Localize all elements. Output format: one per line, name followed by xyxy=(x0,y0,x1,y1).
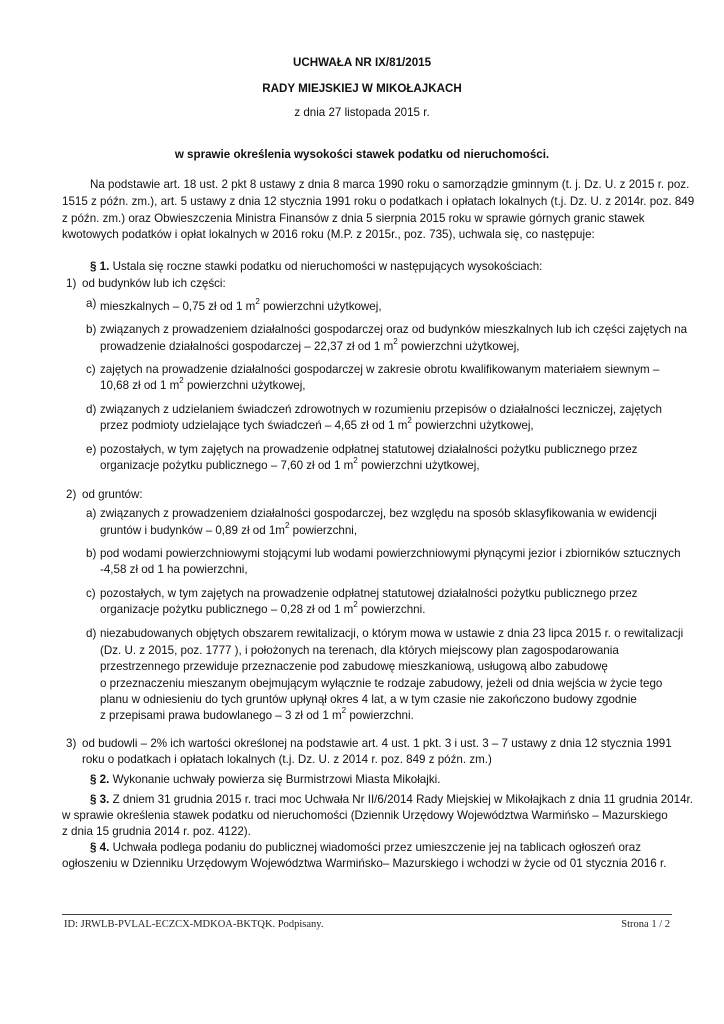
section-2 xyxy=(90,772,440,788)
p2-d-line-3: przestrzennego przewiduje przeznaczenie pod zabudowę mieszkaniową, usługową albo zabudowę xyxy=(100,660,608,673)
point-2-text: od gruntów: xyxy=(82,488,143,501)
p2-b-line-1: pod wodami powierzchniowymi stojącymi lub wodami powierzchniowymi płynącymi jezior i zbiorników sztucznych xyxy=(100,547,681,560)
section-4-text: Uchwała podlega podaniu do publicznej wiadomości przez umieszczenie jej na tablicach ogłoszeń oraz xyxy=(109,841,642,854)
preamble-line-2: 1515 z późn. zm.), art. 5 ustawy z dnia 12 stycznia 1991 roku o podatkach i opłatach lokalnych (t.j. Dz. U. z 2014r. poz. 849 xyxy=(62,195,695,208)
point-1-text: od budynków lub ich części: xyxy=(82,277,226,290)
section-3-line-2: w sprawie określenia stawek podatku od nieruchomości (Dziennik Urzędowy Województwa Warmińsko – Mazurskiego xyxy=(62,809,668,822)
section-1-mark: § 1. xyxy=(90,260,110,273)
p1-d-letter: d) xyxy=(86,403,97,416)
p1-b-line-2: prowadzenie działalności gospodarczej – 22,37 zł od 1 $m^2$ powierzchni użytkowej, xyxy=(100,337,520,353)
section-3 xyxy=(90,792,693,808)
p2-d-line-4: o przeznaczeniu mieszanym obejmującym wyłącznie te rodzaje zabudowy, jeżeli od dnia wejścia w życie tego xyxy=(100,677,663,690)
resolution-subject: w sprawie określenia wysokości stawek podatku od nieruchomości. xyxy=(174,148,550,161)
preamble-line-4: kwotowych podatków i opłat lokalnych w 2016 roku (M.P. z 2015r., poz. 735), uchwala się, co następuje: xyxy=(62,228,595,241)
p2-b-letter: b) xyxy=(86,547,97,560)
p1-e-line-1: pozostałych, w tym zajętych na prowadzenie odpłatnej statutowej działalności pożytku publicznego przez xyxy=(100,443,638,456)
p1-a-text: mieszkalnych – 0,75 zł od 1 $m^2$ powierzchni użytkowej, xyxy=(100,297,382,313)
resolution-date: z dnia 27 listopada 2015 r. xyxy=(294,106,430,119)
p1-c-letter: c) xyxy=(86,363,96,376)
p2-a-letter: a) xyxy=(86,507,97,520)
point-1-num: 1) xyxy=(66,277,77,290)
p2-c-line-1: pozostałych, w tym zajętych na prowadzenie odpłatnej statutowej działalności pożytku publicznego przez xyxy=(100,587,638,600)
p2-d-line-5: planu w odniesieniu do tych gruntów upłynął okres 4 lat, a w tym czasie nie zakończono budowy zgodnie xyxy=(100,693,637,706)
preamble-line-3: z późn. zm.) oraz Obwieszczenia Ministra Finansów z dnia 5 sierpnia 2015 roku w sprawie górnych granic stawek xyxy=(62,212,645,225)
p2-d-letter: d) xyxy=(86,627,97,640)
point-2-num: 2) xyxy=(66,488,77,501)
council-name: RADY MIEJSKIEJ W MIKOŁAJKACH xyxy=(262,82,462,95)
p1-c-line-1: zajętych na prowadzenie działalności gospodarczej w zakresie obrotu kwalifikowanym materiałem siewnym – xyxy=(100,363,660,376)
footer-page-number: Strona 1 / 2 xyxy=(621,919,670,930)
point-3-line-2: roku o podatkach i opłatach lokalnych (t.j. Dz. U. z 2014 r. poz. 849 z późn. zm.) xyxy=(82,753,492,766)
section-3-line-3: z dnia 15 grudnia 2014 r. poz. 4122). xyxy=(62,825,251,838)
p1-b-letter: b) xyxy=(86,323,97,336)
p1-d-line-1: związanych z udzielaniem świadczeń zdrowotnych w rozumieniu przepisów o działalności leczniczej, zajętych xyxy=(100,403,662,416)
section-3-mark: § 3. xyxy=(90,793,110,806)
section-2-mark: § 2. xyxy=(90,773,110,786)
p1-e-letter: e) xyxy=(86,443,97,456)
section-1-text: Ustala się roczne stawki podatku od nieruchomości w następujących wysokościach: xyxy=(109,260,543,273)
p2-b-line-2: -4,58 zł od 1 ha powierzchni, xyxy=(100,563,248,576)
footer-divider xyxy=(62,914,672,915)
preamble-line-1: Na podstawie art. 18 ust. 2 pkt 8 ustawy z dnia 8 marca 1990 roku o samorządzie gminnym (t. j. Dz. U. z 2015 r. poz. xyxy=(90,178,690,191)
section-4-line-2: ogłoszeniu w Dzienniku Urzędowym Województwa Warmińsko– Mazurskiego i wchodzi w życie od 01 stycznia 2016 r. xyxy=(62,857,667,870)
point-3-line-1: od budowli – 2% ich wartości określonej na podstawie art. 4 ust. 1 pkt. 3 i ust. 3 – 7 ustawy z dnia 12 stycznia 1991 xyxy=(82,737,672,750)
p2-a-line-1: związanych z prowadzeniem działalności gospodarczej, bez względu na sposób sklasyfikowania w ewidencji xyxy=(100,507,657,520)
p2-c-letter: c) xyxy=(86,587,96,600)
p1-d-line-2: przez podmioty udzielające tych świadczeń – 4,65 zł od 1 $m^2$ powierzchni użytkowej, xyxy=(100,416,534,432)
section-3-text: Z dniem 31 grudnia 2015 r. traci moc Uchwała Nr II/6/2014 Rady Miejskiej w Mikołajkach z dnia 11 grudnia 2014r. xyxy=(109,793,693,806)
p2-a-line-2: gruntów i budynków – 0,89 zł od $1m^2$ powierzchni, xyxy=(100,521,358,537)
p2-d-line-6: z przepisami prawa budowlanego – 3 zł od 1 $m^2$ powierzchni. xyxy=(100,706,414,722)
footer-document-id: ID: JRWLB-PVLAL-ECZCX-MDKOA-BKTQK. Podpisany. xyxy=(64,919,324,930)
section-4 xyxy=(90,840,641,856)
p2-d-line-2: (Dz. U. z 2015, poz. 1777 ), i położonych na terenach, dla których miejscowy plan zagospodarowania xyxy=(100,644,619,657)
p2-d-line-1: niezabudowanych objętych obszarem rewitalizacji, o którym mowa w ustawie z dnia 23 lipca 2015 r. o rewitalizacji xyxy=(100,627,684,640)
p2-c-line-2: organizacje pożytku publicznego – 0,28 zł od 1 $m^2$ powierzchni. xyxy=(100,600,426,616)
point-3-num: 3) xyxy=(66,737,77,750)
p1-e-line-2: organizacje pożytku publicznego – 7,60 zł od 1 $m^2$ powierzchni użytkowej, xyxy=(100,456,480,472)
section-2-text: Wykonanie uchwały powierza się Burmistrzowi Miasta Mikołajki. xyxy=(109,773,441,786)
section-1 xyxy=(90,259,542,275)
p1-b-line-1: związanych z prowadzeniem działalności gospodarczej oraz od budynków mieszkalnych lub ich części zajętych na xyxy=(100,323,688,336)
p1-a-letter: a) xyxy=(86,297,97,310)
section-4-mark: § 4. xyxy=(90,841,110,854)
p1-c-line-2: 10,68 zł od 1 $m^2$ powierzchni użytkowej, xyxy=(100,376,306,392)
resolution-title: UCHWAŁA NR IX/81/2015 xyxy=(292,56,432,69)
